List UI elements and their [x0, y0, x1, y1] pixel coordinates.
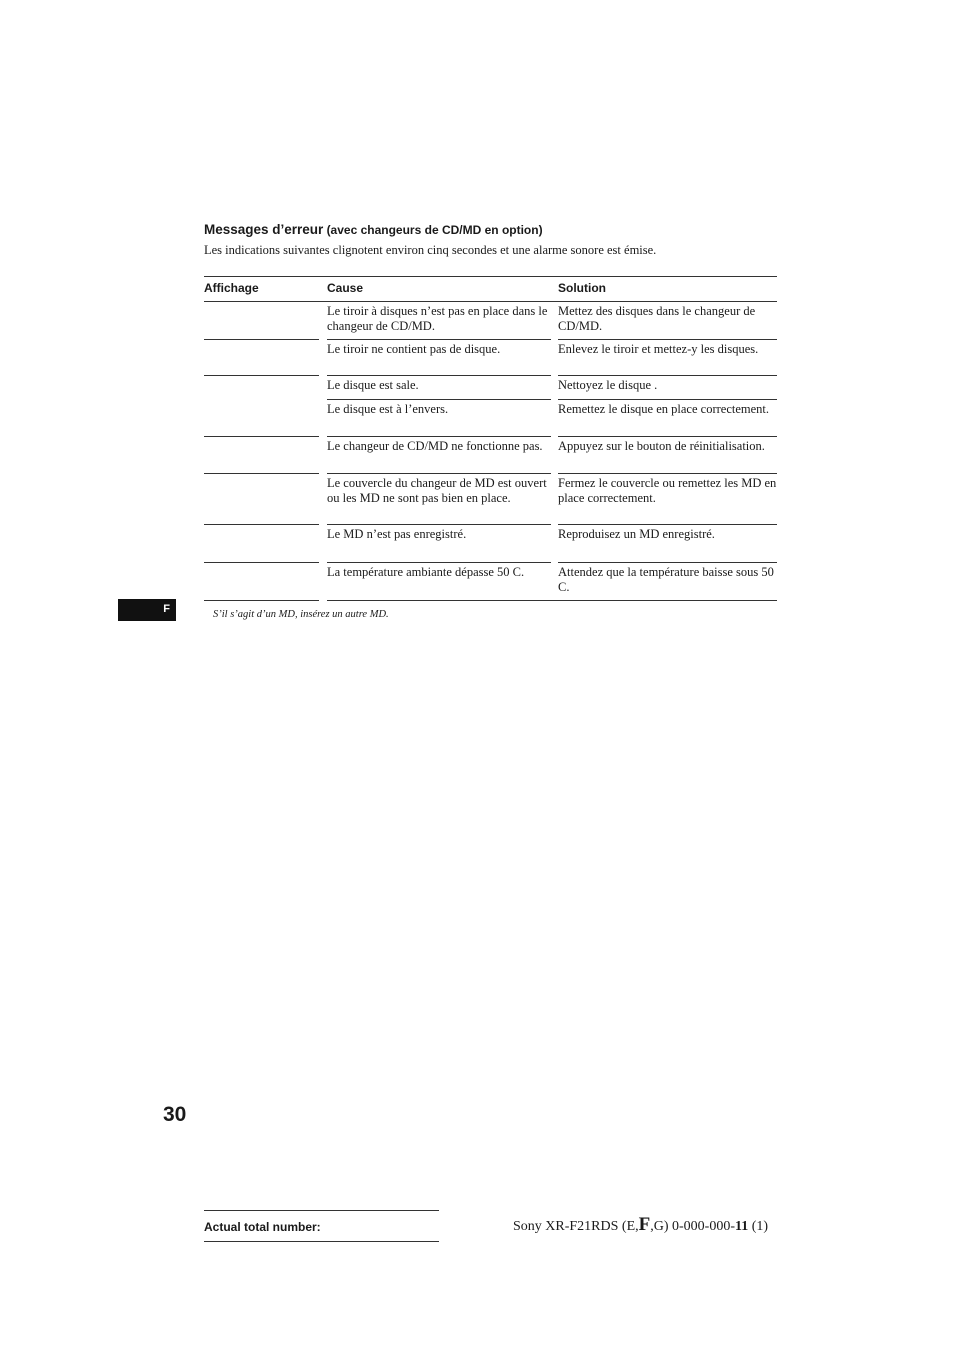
- page-number: 30: [163, 1103, 187, 1126]
- solution-cell: Appuyez sur le bouton de réinitialisation.: [558, 437, 777, 474]
- solution-cell: Enlevez le tiroir et mettez-y les disques.: [558, 340, 777, 376]
- cause-cell: Le disque est sale.: [327, 376, 551, 400]
- intro-text: Les indications suivantes clignotent environ cinq secondes et une alarme sonore est émise.: [204, 243, 657, 257]
- model-f: F: [638, 1214, 651, 1235]
- solution-cell: Remettez le disque en place correctement.: [558, 400, 777, 437]
- table-row: [204, 437, 777, 474]
- footnote: S’il s’agit d’un MD, insérez un autre MD.: [213, 609, 389, 620]
- error-table: [204, 276, 777, 601]
- table-row: [204, 302, 777, 340]
- cause-cell: Le disque est à l’envers.: [327, 400, 551, 437]
- divider: [204, 1241, 439, 1242]
- table-row: [204, 563, 777, 601]
- cause-cell: La température ambiante dépasse 50 C.: [327, 565, 525, 579]
- table-row: [204, 474, 777, 525]
- model-code: [513, 1214, 768, 1236]
- cause-cell: Le tiroir ne contient pas de disque.: [327, 340, 551, 376]
- table-header: [204, 277, 777, 302]
- cause-cell: Le changeur de CD/MD ne fonctionne pas.: [327, 437, 551, 474]
- model-prefix: Sony XR-F21RDS (E,: [513, 1219, 639, 1234]
- language-tab-label: F: [163, 603, 170, 615]
- table-row: [204, 525, 777, 563]
- language-tab: [118, 599, 176, 621]
- section-subtitle: (avec changeurs de CD/MD en option): [326, 223, 543, 237]
- cause-cell: Le couvercle du changeur de MD est ouvert ou les MD ne sont pas bien en place.: [327, 474, 551, 525]
- cause-cell: Le tiroir à disques n’est pas en place dans le changeur de CD/MD.: [327, 302, 551, 340]
- table-row-group: [204, 376, 777, 437]
- solution-cell: Nettoyez le disque .: [558, 376, 777, 400]
- tally-label: Actual total number:: [204, 1220, 321, 1234]
- cause-cell: Le MD n’est pas enregistré.: [327, 525, 551, 563]
- model-suffix: (1): [748, 1219, 769, 1234]
- solution-cell: Reproduisez un MD enregistré.: [558, 525, 777, 563]
- solution-cell: Fermez le couvercle ou remettez les MD en place correctement.: [558, 474, 777, 525]
- section-heading: [204, 222, 543, 238]
- solution-cell: Mettez des disques dans le changeur de CD/MD.: [558, 302, 777, 340]
- model-bold: 11: [735, 1219, 749, 1234]
- divider: [204, 1210, 439, 1211]
- solution-cell: Attendez que la température baisse sous 50 C.: [558, 563, 777, 601]
- header-cause: Cause: [327, 281, 364, 295]
- section-title: Messages d’erreur: [204, 222, 324, 237]
- model-mid: ,G) 0-000-000-: [650, 1219, 736, 1234]
- header-solution: Solution: [558, 281, 606, 295]
- header-display: Affichage: [204, 281, 259, 295]
- table-row: [204, 340, 777, 376]
